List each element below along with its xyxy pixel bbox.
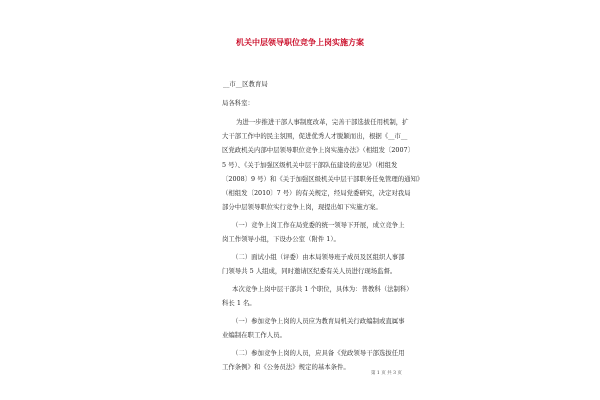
body-line: （相组发〔2010〕7 号）的有关规定，经局党委研究，决定对我局 xyxy=(222,189,411,197)
recipient-org: __市__区教育局 xyxy=(223,80,268,88)
body-line: （一）参加竞争上岗的人员应为教育局机关行政编制或直属事 xyxy=(232,317,405,325)
page-number: 第 1 页 共 3 页 xyxy=(371,371,402,376)
body-line: 大干部工作中的民主氛围，促进优秀人才脱颖而出，根据《__市__ xyxy=(222,132,408,140)
body-line: 5 号）、《关于加强区级机关中层干部队伍建设的意见》（相组发 xyxy=(222,161,398,169)
body-line: 〔2008〕9 号）和《关于加强区级机关中层干部职务任免管理的通知》 xyxy=(222,175,424,183)
body-line: 工作条例》和《公务员法》规定的基本条件。 xyxy=(222,363,350,371)
body-line: 门领导共 5 人组成，同时邀请区纪委有关人员进行现场监督。 xyxy=(222,267,397,275)
body-line: 区党政机关内部中层领导职位竞争上岗实施办法》（相组发〔2007〕 xyxy=(222,146,414,154)
document-title: 机关中层领导职位竞争上岗实施方案 xyxy=(236,37,364,47)
body-line: （二）参加竞争上岗的人员，应具备《党政领导干部选拔任用 xyxy=(232,349,405,357)
salutation: 局各科室： xyxy=(222,99,254,107)
body-line: 科长 1 名。 xyxy=(222,299,256,307)
body-line: 岗工作领导小组，下设办公室（附件 1）。 xyxy=(222,235,340,243)
body-line: 部分中层领导职位实行竞争上岗，现提出如下实施方案。 xyxy=(222,203,382,211)
body-line: （二）面试小组（评委）由本局领导班子成员及区组织人事部 xyxy=(232,253,405,261)
body-line: 业编制在职工作人员。 xyxy=(222,331,286,339)
body-line: 为进一步推进干部人事制度改革，完善干部选拔任用机制，扩 xyxy=(236,118,409,126)
body-line: （一）竞争上岗工作在局党委的统一领导下开展，成立竞争上 xyxy=(232,221,405,229)
body-line: 本次竞争上岗中层干部共 1 个职位，具体为：普教科（法制科） xyxy=(232,285,413,293)
